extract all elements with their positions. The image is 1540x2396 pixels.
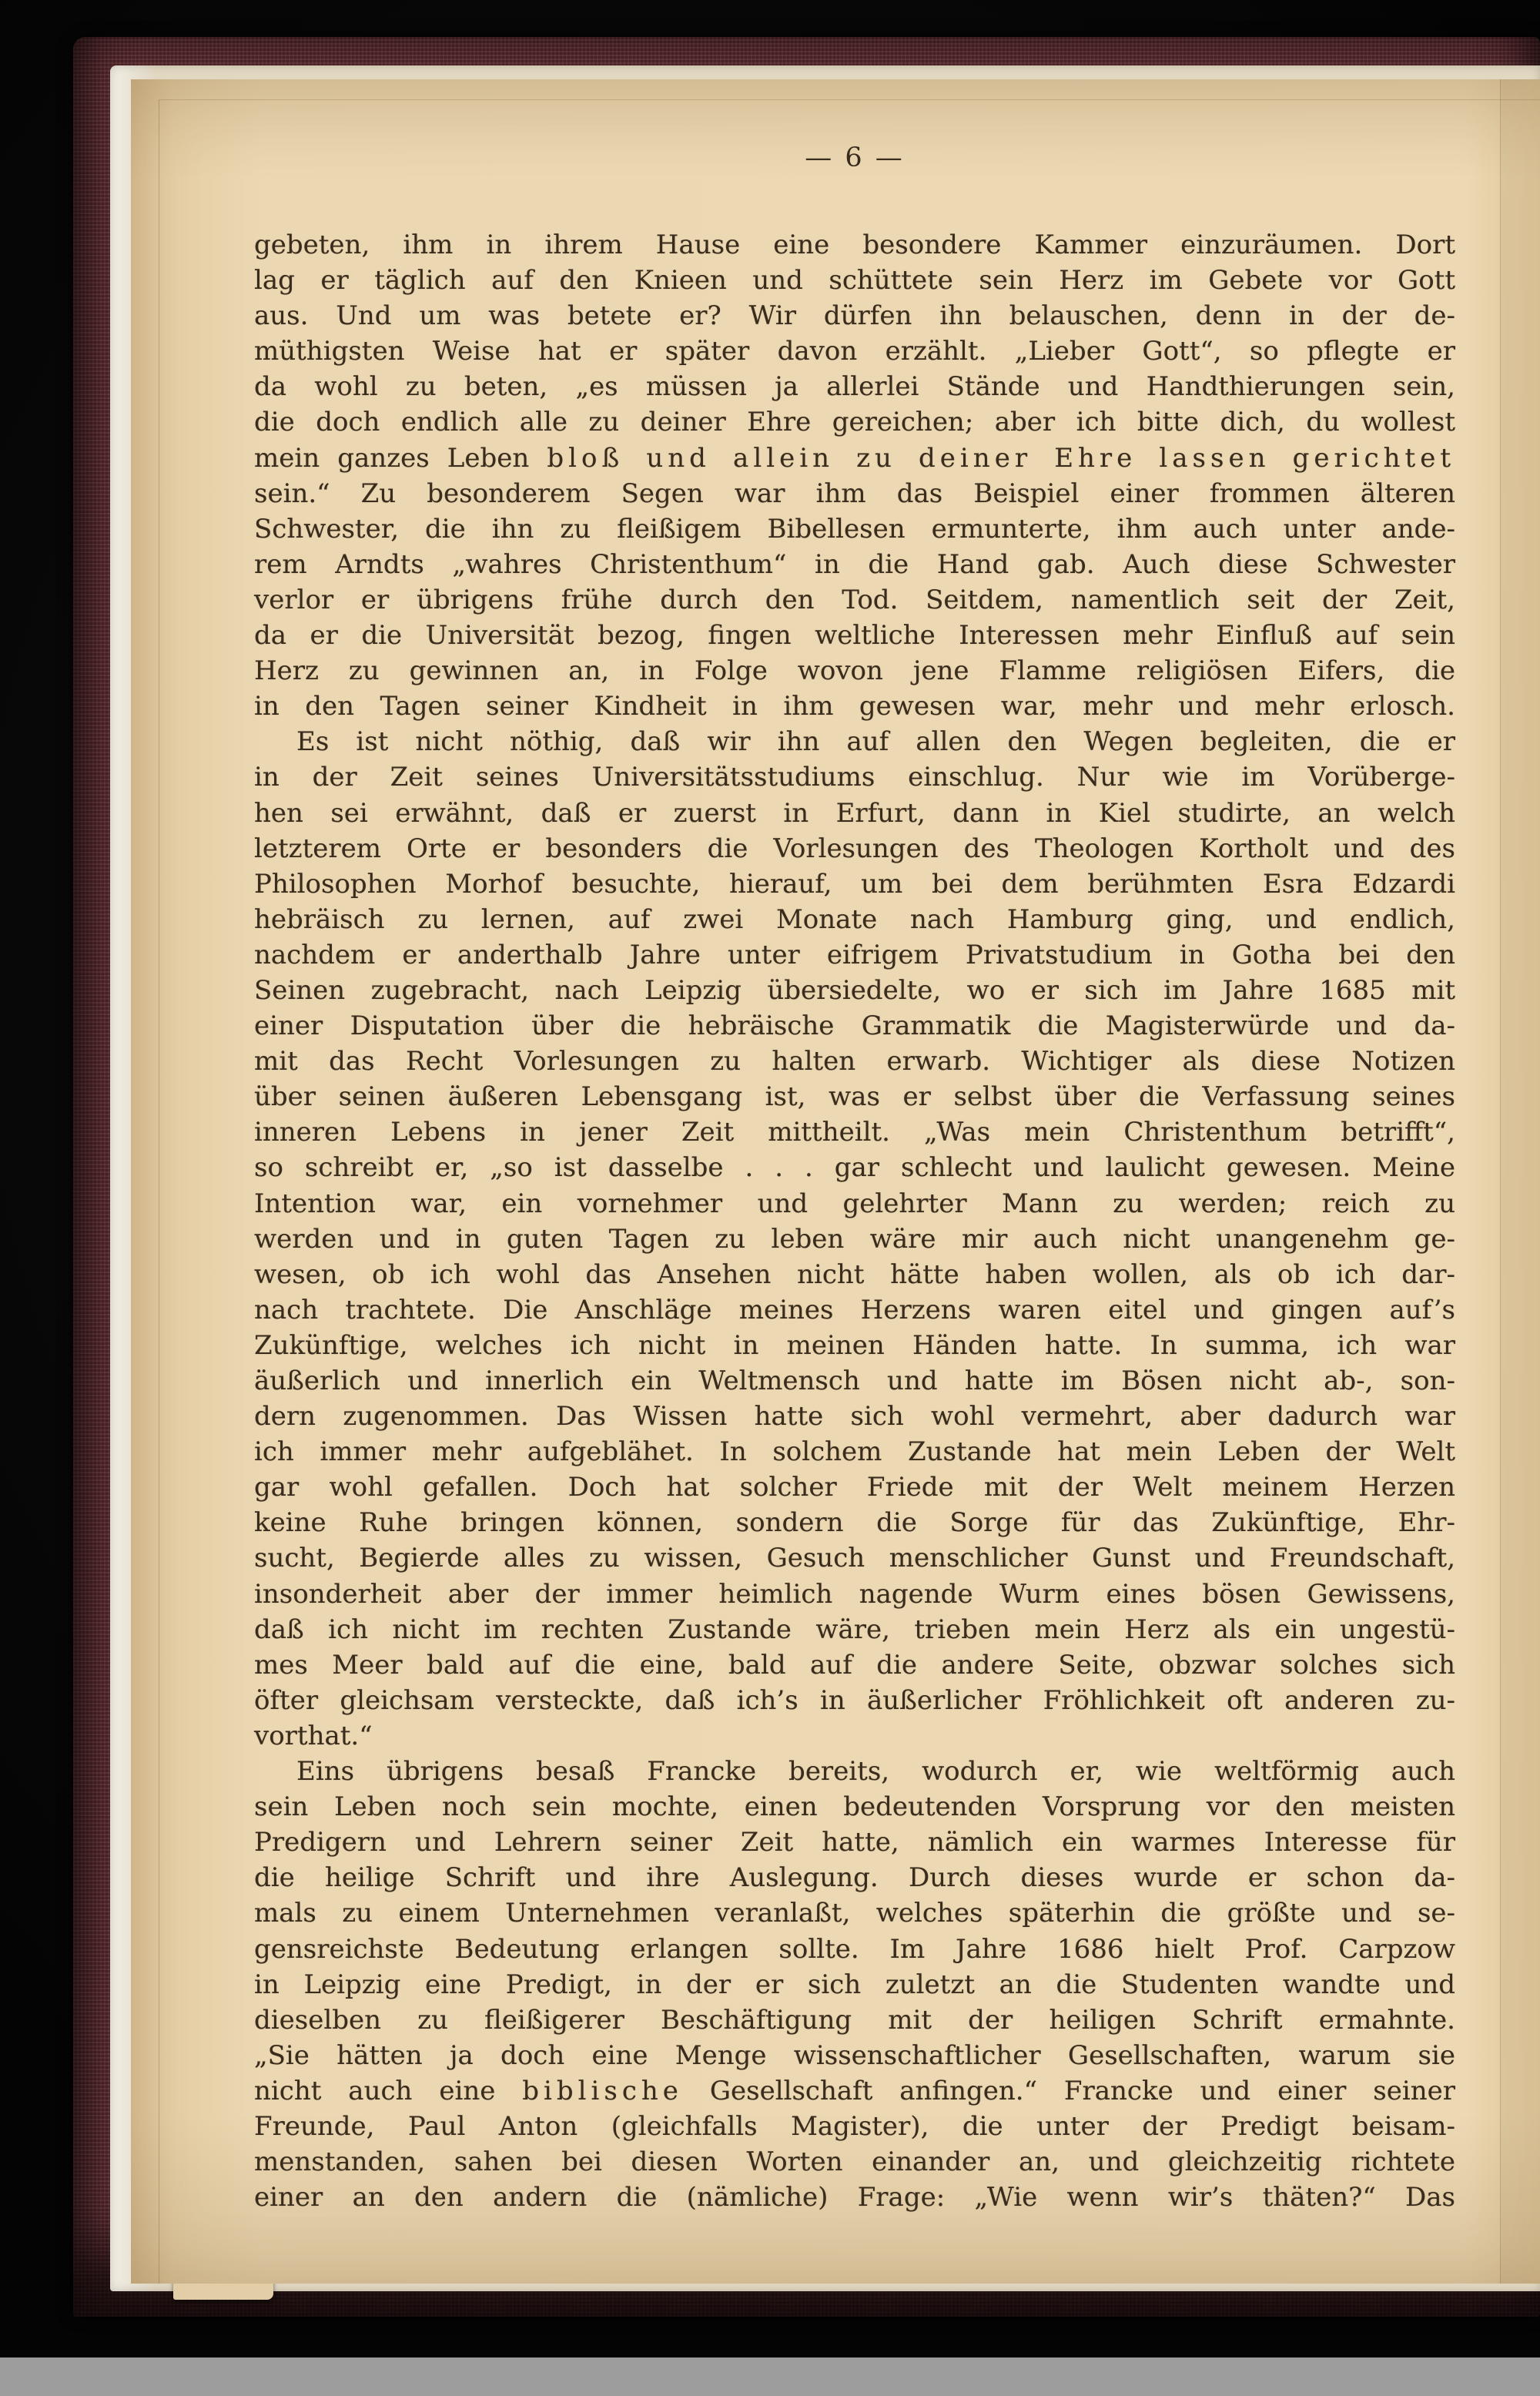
text-line: Zukünftige, welches ich nicht in meinen Händen hatte. In summa, ich war [254, 1329, 1455, 1361]
text-line: die doch endlich alle zu deiner Ehre gereichen; aber ich bitte dich, du wollest [254, 407, 1455, 438]
text-line: ich immer mehr aufgeblähet. In solchem Zustande hat mein Leben der Welt [254, 1436, 1455, 1468]
body-text [254, 227, 1455, 2215]
text-line: letzterem Orte er besonders die Vorlesungen des Theologen Kortholt und des [254, 833, 1455, 864]
text-line: Herz zu gewinnen an, in Folge wovon jene Flamme religiösen Eifers, die [254, 655, 1455, 687]
scanned-page [131, 79, 1540, 2284]
text-line: Intention war, ein vornehmer und gelehrter Mann zu werden; reich zu [254, 1188, 1455, 1219]
text-line: hen sei erwähnt, daß er zuerst in Erfurt, dann in Kiel studirte, an welch [254, 797, 1455, 829]
text-line: hebräisch zu lernen, auf zwei Monate nach Hamburg ging, und endlich, [254, 903, 1455, 935]
text-line: äußerlich und innerlich ein Weltmensch und hatte im Bösen nicht ab-, son- [254, 1366, 1455, 1396]
text-line: nicht auch eine biblische Gesellschaft anfingen.“ Francke und einer seiner [254, 2075, 1455, 2106]
text-line: mit das Recht Vorlesungen zu halten erwarb. Wichtiger als diese Notizen [254, 1046, 1455, 1077]
text-line: so schreibt er, „so ist dasselbe . . . gar schlecht und laulicht gewesen. Meine [254, 1152, 1455, 1184]
text-line: menstanden, sahen bei diesen Worten einander an, und gleichzeitig richtete [254, 2146, 1455, 2178]
text-line: gensreichste Bedeutung erlangen sollte. Im Jahre 1686 hielt Prof. Carpzow [254, 1933, 1455, 1965]
text-line: da er die Universität bezog, fingen weltliche Interessen mehr Einfluß auf sein [254, 620, 1455, 652]
text-line: müthigsten Weise hat er später davon erzählt. „Lieber Gott“, so pflegte er [254, 336, 1455, 367]
text-line: da wohl zu beten, „es müssen ja allerlei Stände und Handthierungen sein, [254, 371, 1455, 403]
text-line: einer an den andern die (nämliche) Frage: „Wie wenn wir’s thäten?“ Das [254, 2182, 1455, 2213]
text-line: „Sie hätten ja doch eine Menge wissenschaftlicher Gesellschaften, warum sie [254, 2039, 1455, 2071]
text-line: lag er täglich auf den Knieen und schüttete sein Herz im Gebete vor Gott [254, 265, 1455, 297]
text-line: aus. Und um was betete er? Wir dürfen ihn belauschen, denn in der de- [254, 300, 1455, 332]
text-line: dern zugenommen. Das Wissen hatte sich wohl vermehrt, aber dadurch war [254, 1401, 1455, 1433]
text-line: rem Arndts „wahres Christenthum“ in die Hand gab. Auch diese Schwester [254, 548, 1455, 580]
text-line: über seinen äußeren Lebensgang ist, was er selbst über die Verfassung seines [254, 1081, 1455, 1113]
text-line: die heilige Schrift und ihre Auslegung. Durch dieses wurde er schon da- [254, 1862, 1455, 1894]
text-line: sein.“ Zu besonderem Segen war ihm das Beispiel einer frommen älteren [254, 478, 1455, 509]
text-line: Schwester, die ihn zu fleißigem Bibellesen ermunterte, ihm auch unter ande- [254, 513, 1455, 545]
text-line: in Leipzig eine Predigt, in der er sich zuletzt an die Studenten wandte und [254, 1969, 1455, 2000]
text-line: dieselben zu fleißigerer Beschäftigung mit der heiligen Schrift ermahnte. [254, 2004, 1455, 2036]
text-line: vorthat.“ [254, 1720, 373, 1751]
text-line: mes Meer bald auf die eine, bald auf die andere Seite, obzwar solches sich [254, 1649, 1455, 1681]
text-line: gebeten, ihm in ihrem Hause eine besondere Kammer einzuräumen. Dort [254, 230, 1455, 260]
text-line: sucht, Begierde alles zu wissen, Gesuch menschlicher Gunst und Freundschaft, [254, 1543, 1455, 1574]
text-line: in der Zeit seines Universitätsstudiums einschlug. Nur wie im Vorüberge- [254, 762, 1455, 793]
text-line: Freunde, Paul Anton (gleichfalls Magister), die unter der Predigt beisam- [254, 2110, 1455, 2142]
text-line: wesen, ob ich wohl das Ansehen nicht hätte haben wollen, als ob ich dar- [254, 1258, 1455, 1290]
text-line: nachdem er anderthalb Jahre unter eifrigem Privatstudium in Gotha bei den [254, 939, 1455, 970]
text-line: in den Tagen seiner Kindheit in ihm gewesen war, mehr und mehr erlosch. [254, 691, 1455, 722]
text-line: nach trachtete. Die Anschläge meines Herzens waren eitel und gingen auf’s [254, 1294, 1455, 1325]
text-line: Eins übrigens besaß Francke bereits, wodurch er, wie weltförmig auch [296, 1756, 1455, 1788]
text-line: Es ist nicht nöthig, daß wir ihn auf allen den Wegen begleiten, die er [296, 726, 1455, 758]
text-line: inneren Lebens in jener Zeit mittheilt. „Was mein Christenthum betrifft“, [254, 1117, 1455, 1148]
text-line: werden und in guten Tagen zu leben wäre mir auch nicht unangenehm ge- [254, 1223, 1455, 1255]
text-line: Philosophen Morhof besuchte, hierauf, um bei dem berühmten Esra Edzardi [254, 868, 1455, 900]
viewer-footer-bar [0, 2357, 1540, 2396]
page-number: — 6 — [805, 142, 905, 173]
text-line: sein Leben noch sein mochte, einen bedeutenden Vorsprung vor den meisten [254, 1791, 1455, 1823]
text-line: insonderheit aber der immer heimlich nagende Wurm eines bösen Gewissens, [254, 1578, 1455, 1610]
text-line: mein ganzes Leben bloß und allein zu deiner Ehre lassen gerichtet [254, 442, 1455, 474]
text-line: verlor er übrigens frühe durch den Tod. Seitdem, namentlich seit der Zeit, [254, 584, 1455, 615]
text-line: Predigern und Lehrern seiner Zeit hatte, nämlich ein warmes Interesse für [254, 1827, 1455, 1858]
text-line: daß ich nicht im rechten Zustande wäre, trieben mein Herz als ein ungestü- [254, 1614, 1455, 1645]
text-line: einer Disputation über die hebräische Grammatik die Magisterwürde und da- [254, 1010, 1455, 1042]
text-line: keine Ruhe bringen können, sondern die Sorge für das Zukünftige, Ehr- [254, 1507, 1455, 1539]
text-line: gar wohl gefallen. Doch hat solcher Friede mit der Welt meinem Herzen [254, 1472, 1455, 1503]
text-line: mals zu einem Unternehmen veranlaßt, welches späterhin die größte und se- [254, 1898, 1455, 1929]
text-line: Seinen zugebracht, nach Leipzig übersiedelte, wo er sich im Jahre 1685 mit [254, 974, 1455, 1006]
text-line: öfter gleichsam versteckte, daß ich’s in äußerlicher Fröhlichkeit oft anderen zu- [254, 1684, 1455, 1716]
